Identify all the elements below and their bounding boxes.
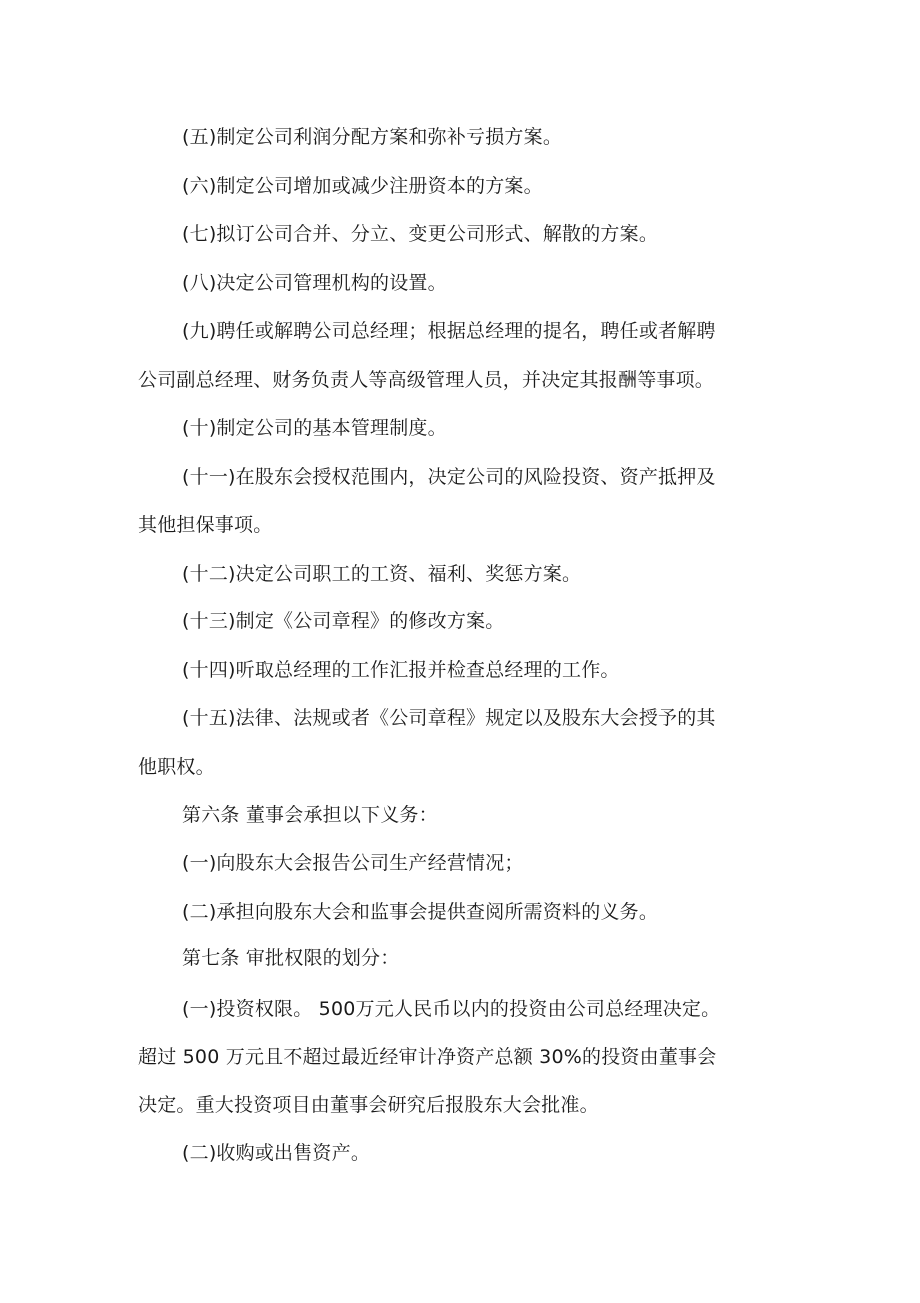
text-line: (十一)在股东会授权范围内，决定公司的风险投资、资产抵押及	[182, 466, 716, 488]
text-line: (十三)制定《公司章程》的修改方案。	[182, 610, 505, 632]
text-line: (八)决定公司管理机构的设置。	[182, 272, 447, 294]
text-line: 公司副总经理、财务负责人等高级管理人员，并决定其报酬等事项。	[138, 369, 715, 391]
text-line: 决定。重大投资项目由董事会研究后报股东大会批准。	[138, 1094, 599, 1116]
section-heading: 第七条 审批权限的划分：	[182, 947, 400, 969]
text-line: (十五)法律、法规或者《公司章程》规定以及股东大会授予的其	[182, 707, 716, 729]
text-line: (七)拟订公司合并、分立、变更公司形式、解散的方案。	[182, 223, 659, 245]
section-heading: 第六条 董事会承担以下义务：	[182, 804, 438, 826]
text-line: (九)聘任或解聘公司总经理；根据总经理的提名，聘任或者解聘	[182, 320, 716, 342]
text-line: (二)承担向股东大会和监事会提供查阅所需资料的义务。	[182, 901, 659, 923]
text-line: 其他担保事项。	[138, 514, 273, 536]
text-line: 他职权。	[138, 756, 215, 778]
text-line: (十四)听取总经理的工作汇报并检查总经理的工作。	[182, 659, 620, 681]
text-line: (十)制定公司的基本管理制度。	[182, 417, 447, 439]
text-line: (五)制定公司利润分配方案和弥补亏损方案。	[182, 126, 563, 148]
text-line: (一)向股东大会报告公司生产经营情况；	[182, 852, 524, 874]
text-line: (六)制定公司增加或减少注册资本的方案。	[182, 175, 543, 197]
text-line: (一)投资权限。 500万元人民币以内的投资由公司总经理决定。	[182, 998, 721, 1020]
text-line: 超过 500 万元且不超过最近经审计净资产总额 30%的投资由董事会	[138, 1046, 717, 1068]
text-line: (二)收购或出售资产。	[182, 1142, 371, 1164]
text-line: (十二)决定公司职工的工资、福利、奖惩方案。	[182, 563, 582, 585]
